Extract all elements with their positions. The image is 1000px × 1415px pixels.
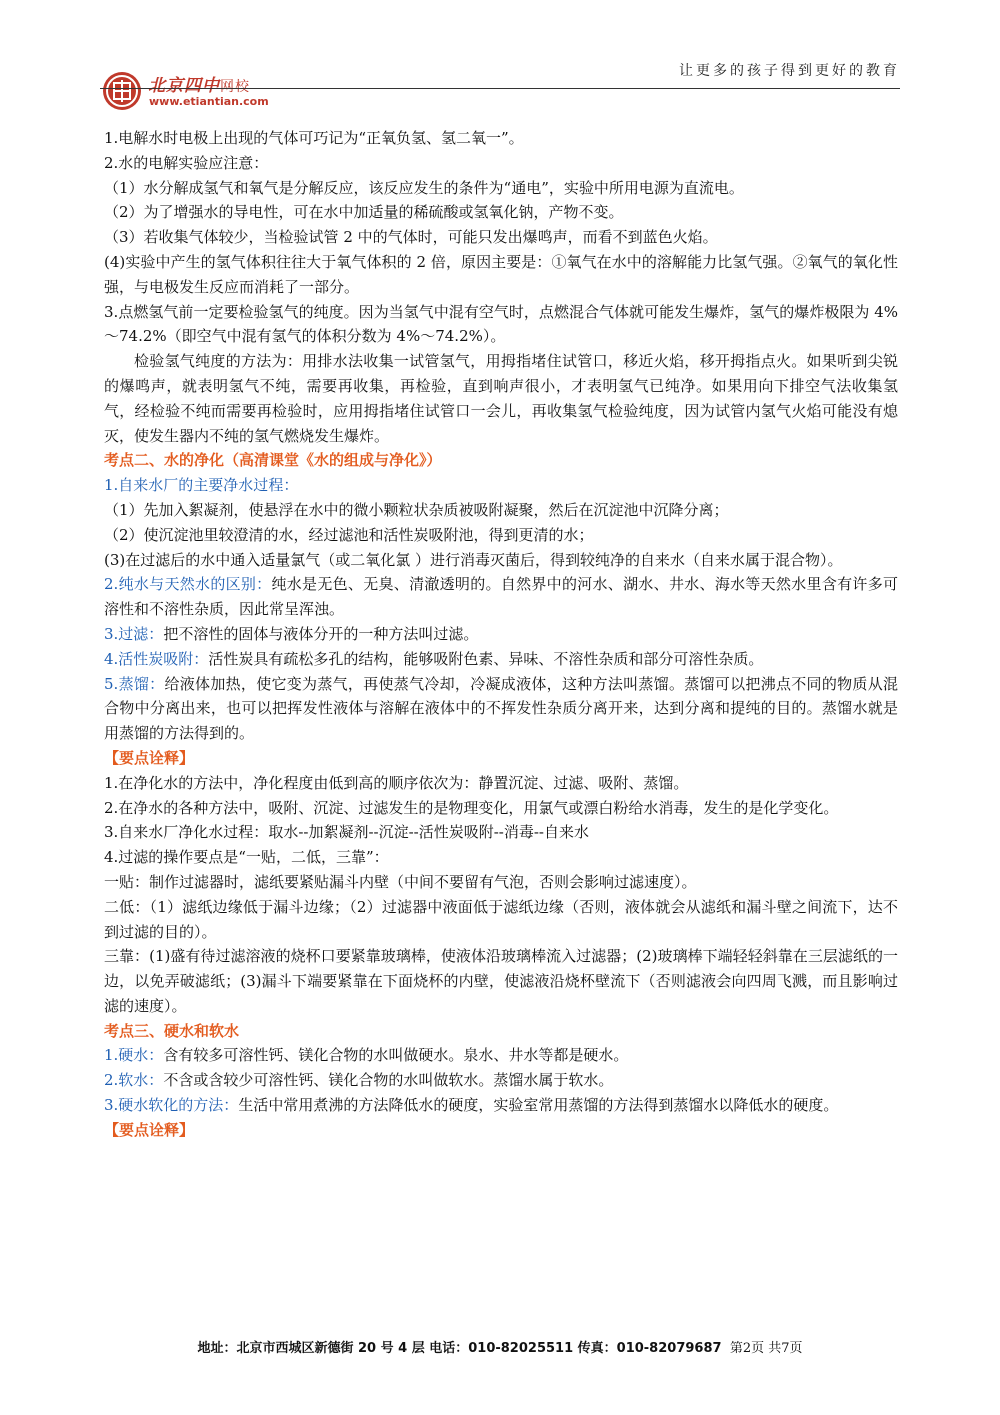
paragraph: （2）为了增强水的导电性，可在水中加适量的稀硫酸或氢氧化钠，产物不变。 — [104, 203, 624, 222]
paragraph: （2）使沉淀池里较澄清的水，经过滤池和活性炭吸附池，得到更清的水； — [104, 525, 594, 544]
term-label: 2.纯水与天然水的区别： — [104, 575, 272, 594]
term-label: 4.活性炭吸附： — [104, 649, 209, 668]
logo-name: 北京四中网校 — [148, 76, 250, 96]
term-text: 纯水是无色、无臭、清澈透明的。自然界中的河水、湖水、井水、海水等天然水里含有许多可溶性和不溶性杂质，因此常呈浑浊。 — [104, 575, 898, 619]
paragraph: 1.电解水时电极上出现的气体可巧记为“正氧负氢、氢二氧一”。 — [104, 129, 524, 147]
logo-sub: 网校 — [220, 79, 250, 95]
paragraph — [104, 572, 898, 622]
paragraph — [104, 1093, 898, 1118]
term-label: 1.硬水： — [104, 1046, 164, 1065]
paragraph: 三靠：(1)盛有待过滤溶液的烧杯口要紧靠玻璃棒，使液体沿玻璃棒流入过滤器；(2)玻璃棒下端轻轻斜靠在三层滤纸的一边，以免弄破滤纸；(3)漏斗下端要紧靠在下面烧杯的内壁，使滤液沿烧杯壁流下（否则滤液会向四周飞溅，而且影响过滤的速度）。 — [104, 947, 898, 1015]
paragraph: 一贴：制作过滤器时，滤纸要紧贴漏斗内壁（中间不要留有气泡，否则会影响过滤速度）。 — [104, 872, 697, 891]
page-footer — [0, 1337, 1000, 1356]
paragraph: (4)实验中产生的氢气体积往往大于氧气体积的 2 倍，原因主要是：①氧气在水中的溶解能力比氢气强。②氧气的氧化性强，与电极发生反应而消耗了一部分。 — [104, 252, 898, 296]
logo-url: www.etiantian.com — [149, 95, 269, 108]
paragraph: 2.水的电解实验应注意： — [104, 153, 269, 172]
paragraph: （1）先加入絮凝剂，使悬浮在水中的微小颗粒状杂质被吸附凝聚，然后在沉淀池中沉降分离； — [104, 500, 729, 519]
term-label: 3.过滤： — [104, 624, 164, 643]
paragraph: 2.在净水的各种方法中，吸附、沉淀、过滤发生的是物理变化，用氯气或漂白粉给水消毒，发生的是化学变化。 — [104, 798, 839, 817]
section-heading: 考点二、水的净化（高清课堂《水的组成与净化》） — [104, 451, 442, 470]
paragraph: （3）若收集气体较少，当检验试管 2 中的气体时，可能只发出爆鸣声，而看不到蓝色火焰。 — [104, 228, 718, 247]
paragraph: 3.点燃氢气前一定要检验氢气的纯度。因为当氢气中混有空气时，点燃混合气体就可能发生爆炸，氢气的爆炸极限为 4%～74.2%（即空气中混有氢气的体积分数为 4%～74.2%）。 — [104, 302, 898, 346]
term-text: 含有较多可溶性钙、镁化合物的水叫做硬水。泉水、井水等都是硬水。 — [163, 1046, 629, 1065]
term-label: 2.软水： — [104, 1071, 164, 1090]
paragraph: 二低：（1）滤纸边缘低于漏斗边缘；（2）过滤器中液面低于滤纸边缘（否则，液体就会从滤纸和漏斗壁之间流下，达不到过滤的目的）。 — [104, 897, 898, 941]
paragraph: (3)在过滤后的水中通入适量氯气（或二氧化氯 ）进行消毒灭菌后，得到较纯净的自来水（自来水属于混合物）。 — [104, 550, 843, 569]
paragraph — [104, 1068, 898, 1093]
subheading: 1.自来水厂的主要净水过程： — [104, 476, 299, 495]
paragraph — [104, 1043, 898, 1068]
term-text: 不含或含较少可溶性钙、镁化合物的水叫做软水。蒸馏水属于软水。 — [163, 1071, 614, 1090]
note-heading: 【要点诠释】 — [104, 748, 195, 767]
paragraph: （1）水分解成氢气和氧气是分解反应，该反应发生的条件为“通电”，实验中所用电源为直流电。 — [104, 178, 744, 197]
logo — [103, 68, 293, 118]
paragraph: 3.自来水厂净化水过程：取水--加絮凝剂--沉淀--活性炭吸附--消毒--自来水 — [104, 823, 589, 842]
term-label: 3.硬水软化的方法： — [104, 1096, 239, 1115]
term-text: 生活中常用煮沸的方法降低水的硬度，实验室常用蒸馏的方法得到蒸馏水以降低水的硬度。 — [238, 1096, 839, 1115]
paragraph — [104, 647, 898, 672]
header-slogan: 让更多的孩子得到更好的教育 — [679, 63, 900, 79]
header-divider — [100, 88, 900, 89]
footer-page-number: 第2页 共7页 — [729, 1341, 803, 1356]
paragraph: 1.在净化水的方法中，净化程度由低到高的顺序依次为：静置沉淀、过滤、吸附、蒸馏。 — [104, 773, 689, 792]
paragraph — [104, 672, 898, 746]
footer-address: 地址：北京市西城区新德街 20 号 4 层 电话：010-82025511 传真：010-82079687 — [197, 1341, 722, 1356]
note-heading: 【要点诠释】 — [104, 1120, 195, 1139]
logo-seal-icon — [103, 72, 141, 110]
document-body — [104, 126, 898, 1143]
paragraph: 4.过滤的操作要点是“一贴，二低，三靠”： — [104, 848, 389, 867]
section-heading: 考点三、硬水和软水 — [104, 1021, 240, 1040]
term-text: 把不溶性的固体与液体分开的一种方法叫过滤。 — [163, 624, 479, 643]
term-label: 5.蒸馏： — [104, 674, 165, 693]
paragraph: 检验氢气纯度的方法为：用排水法收集一试管氢气，用拇指堵住试管口，移近火焰，移开拇指点火。如果听到尖锐的爆鸣声，就表明氢气不纯，需要再收集，再检验，直到响声很小，才表明氢气已纯净。如果用向下排空气法收集氢气，经检验不纯而需要再检验时，应用拇指堵住试管口一会儿，再收集氢气检验纯度，因为试管内氢气火焰可能没有熄灭，使发生器内不纯的氢气燃烧发生爆炸。 — [104, 352, 898, 445]
term-text: 活性炭具有疏松多孔的结构，能够吸附色素、异味、不溶性杂质和部分可溶性杂质。 — [208, 649, 764, 668]
paragraph — [104, 622, 898, 647]
term-text: 给液体加热，使它变为蒸气，再使蒸气冷却，冷凝成液体，这种方法叫蒸馏。蒸馏可以把沸点不同的物质从混合物中分离出来，也可以把挥发性液体与溶解在液体中的不挥发性杂质分离开来，达到分离和提纯的目的。蒸馏水就是用蒸馏的方法得到的。 — [104, 674, 898, 743]
